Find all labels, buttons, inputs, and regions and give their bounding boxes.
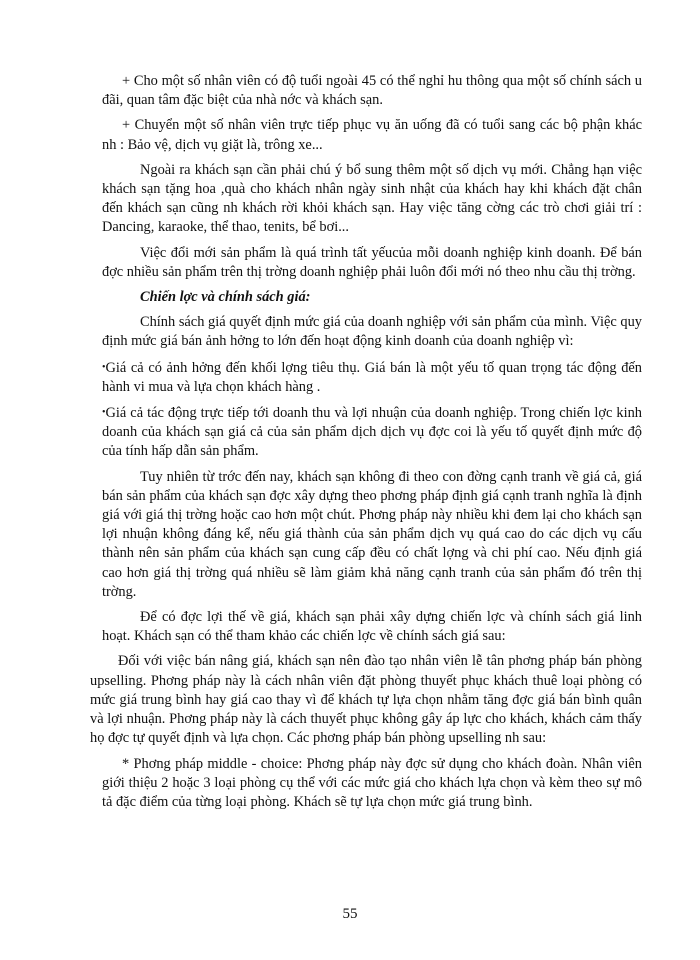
paragraph-product-innovation: Việc đổi mới sản phẩm là quá trình tất yếucủa mỗi doanh nghiệp kinh doanh. Để bán đợc nhiều sản phẩm trên thị trờng doanh nghiệp phải luôn đổi mới nó theo nhu cầu thị trờng. <box>102 244 642 280</box>
paragraph-early-retirement: + Cho một số nhân viên có độ tuổi ngoài 45 có thể nghỉ hu thông qua một số chính sách u đãi, quan tâm đặc biệt của nhà nớc và khách sạn. <box>102 73 642 109</box>
bullet-text: Giá cả tác động trực tiếp tới doanh thu và lợi nhuận của doanh nghiệp. Trong chiến lợc kinh doanh của khách sạn giá cả của sản phẩm dịch dịch vụ đợc coi là yếu tố quyết định mức độ của tính hấp dẫn sản phẩm. <box>102 405 642 460</box>
paragraph-price-strategy: Để có đợc lợi thế về giá, khách sạn phải xây dựng chiến lợc và chính sách giá linh hoạt. Khách sạn có thể tham khảo các chiến lợc về chính sách giá sau: <box>102 609 642 645</box>
bullet-item-sales-volume <box>102 358 642 397</box>
page-number: 55 <box>342 906 358 922</box>
section-heading-pricing: Chiến lợc và chính sách giá: <box>140 289 311 306</box>
bullet-icon: • <box>102 361 106 373</box>
paragraph-upselling: Đối với việc bán nâng giá, khách sạn nên đào tạo nhân viên lễ tân phơng pháp bán phòng upselling. Phơng pháp này là cách nhân viên đặt phòng thuyết phục khách thuê loại phòng có mức giá trung bình hay giá cao thay vì để khách tự lựa chọn nhằm tăng đợc giá bán bình quân và lợi nhuận. Phơng pháp này là cách thuyết phục không gây áp lực cho khách, khách cảm thấy họ đợc tự quyết định và lựa chọn. Các phơng pháp bán phòng upselling nh sau: <box>90 653 642 747</box>
paragraph-staff-transfer: + Chuyển một số nhân viên trực tiếp phục vụ ăn uống đã có tuổi sang các bộ phận khác nh : Bảo vệ, dịch vụ giặt là, trông xe... <box>102 117 642 153</box>
paragraph-competitive-pricing: Tuy nhiên từ trớc đến nay, khách sạn không đi theo con đờng cạnh tranh về giá cả, giá bán sản phẩm của khách sạn đợc xây dựng theo phơng pháp định giá cạnh tranh nghĩa là định giá với giá thị trờng hoặc cao hơn một chút. Phơng pháp này nhiều khi đem lại cho khách sạn lợi nhuận không đáng kể, nếu giá thành của sản phẩm dịch vụ quá cao do các dịch vụ cấu thành nên sản phẩm của khách sạn cung cấp đều có chất lợng và chi phí cao. Nếu định giá cao hơn giá thị trờng quá nhiều sẽ làm giảm khả năng cạnh tranh của sản phẩm đó trên thị trờng. <box>102 468 642 600</box>
bullet-icon: • <box>102 407 106 419</box>
paragraph-new-services: Ngoài ra khách sạn cần phải chú ý bổ sung thêm một số dịch vụ mới. Chẳng hạn việc khách sạn tặng hoa ,quà cho khách nhân ngày sinh nhật của khách hay khi khách đặt chân đến khách sạn cũng nh khách rời khỏi khách sạn. Hay việc tăng cờng các trò chơi giải trí : Dancing, karaoke, thể thao, tenits, bể bơi... <box>102 161 642 236</box>
paragraph-pricing-policy: Chính sách giá quyết định mức giá của doanh nghiệp với sản phẩm của mình. Việc quy định mức giá bán ảnh hởng to lớn đến hoạt động kinh doanh của doanh nghiệp vì: <box>102 314 642 350</box>
page-body <box>90 72 642 818</box>
bullet-text: Giá cả có ảnh hởng đến khối lợng tiêu thụ. Giá bán là một yếu tố quan trọng tác động đến hành vi mua và lựa chọn khách hàng . <box>102 359 642 395</box>
paragraph-middle-choice: * Phơng pháp middle - choice: Phơng pháp này đợc sử dụng cho khách đoàn. Nhân viên giới thiệu 2 hoặc 3 loại phòng cụ thể với các mức giá cho khách lựa chọn và kèm theo sự mô tả đặc điểm của từng loại phòng. Khách sẽ tự lựa chọn mức giá trung bình. <box>102 755 642 810</box>
bullet-item-revenue <box>102 403 642 462</box>
